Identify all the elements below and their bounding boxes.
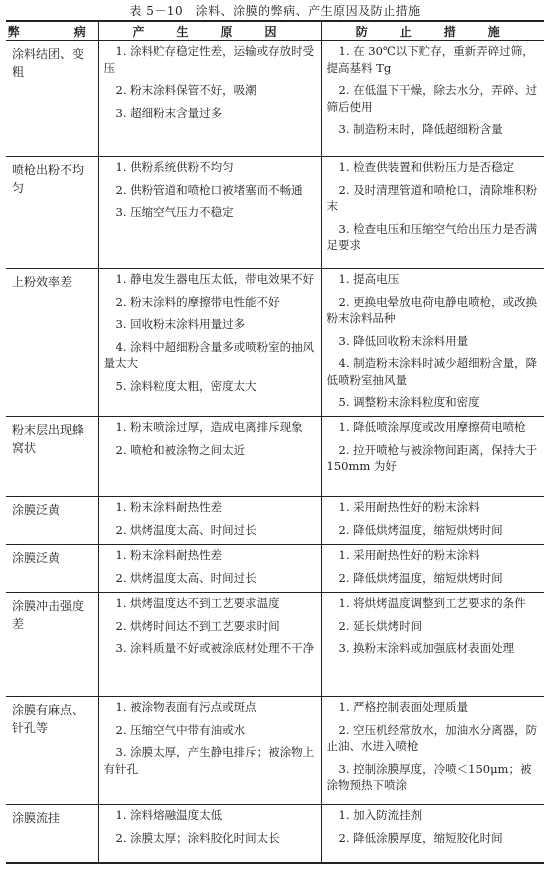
cause-item: 2. 粉末涂料的摩擦带电性能不好 [115,294,280,309]
cause-item: 2. 涂膜太厚；涂料胶化时间太长 [115,830,280,845]
cause-item: 4. 涂料中超细粉含量多或喷粉室的抽风量太大 [103,339,315,370]
measure-item: 2. 降低涂膜厚度，缩短胶化时间 [338,830,503,845]
measure-item: 3. 降低回收粉末涂料用量 [338,333,469,348]
defect-cell: 涂膜流挂 [6,805,98,863]
cause-cell [98,545,321,593]
measure-item: 2. 更换电晕放电荷电静电喷枪，或改换粉末涂料品种 [326,294,538,325]
measure-item: 1. 在 30℃以下贮存，重新弄碎过筛，提高基料 Tg [326,44,534,75]
defect-cell: 涂膜泛黄 [6,545,98,593]
measure-item: 2. 降低烘烤温度，缩短烘烤时间 [338,570,503,585]
cause-item: 1. 涂料熔融温度太低 [115,808,223,822]
measure-cell [321,41,544,157]
measure-cell [321,497,544,545]
header-measure: 防 止 措 施 [321,21,544,41]
cause-item: 3. 涂膜太厚，产生静电排斥；被涂物上有针孔 [103,745,315,776]
table-row [6,157,544,269]
cause-item: 2. 喷枪和被涂物之间太近 [115,442,246,457]
cause-item: 1. 粉末涂料耐热性差 [115,548,223,562]
table-row [6,697,544,805]
table-row [6,417,544,497]
measure-item: 3. 控制涂膜厚度，冷喷＜150μm；被涂物预热下喷涂 [326,761,532,792]
measure-item: 2. 在低温下干燥，除去水分，弄碎、过筛后使用 [326,83,538,114]
cause-item: 1. 粉末喷涂过厚，造成电离排斥现象 [115,420,303,434]
measure-item: 4. 制造粉末涂料时减少超细粉含量，降低喷粉室抽风量 [326,356,538,387]
measure-cell [321,593,544,697]
measure-item: 2. 拉开喷枪与被涂物间距离，保持大于 150mm 为好 [326,442,538,473]
table-row [6,41,544,157]
measure-item: 1. 加入防流挂剂 [338,808,423,822]
cause-item: 2. 粉末涂料保管不好，吸潮 [115,83,257,97]
cause-cell [98,417,321,497]
table-header [6,21,544,41]
defect-cell: 涂膜冲击强度差 [6,593,98,697]
table-row [6,269,544,417]
measure-item: 3. 换粉末涂料或加强底材表面处理 [338,641,515,655]
measure-item: 2. 空压机经常放水，加油水分离器，防止油、水进入喷枪 [326,722,538,753]
measure-item: 5. 调整粉末涂料粒度和密度 [338,395,480,409]
measure-item: 2. 延长烘烤时间 [338,618,423,633]
measure-cell [321,805,544,863]
measure-item: 2. 及时清理管道和喷枪口，清除堆积粉末 [326,182,538,213]
cause-item: 1. 烘烤温度达不到工艺要求温度 [115,596,280,610]
defect-cell: 喷枪出粉不均匀 [6,157,98,269]
measure-item: 1. 检查供装置和供粉压力是否稳定 [338,160,515,174]
defect-cell: 涂料结团、变粗 [6,41,98,157]
cause-item: 2. 烘烤温度太高、时间过长 [115,570,257,585]
measure-item: 3. 检查电压和压缩空气给出压力是否满足要求 [326,221,538,252]
cause-item: 3. 超细粉末含量过多 [115,105,223,120]
defect-cell: 上粉效率差 [6,269,98,417]
defect-cell: 粉末层出现蜂窝状 [6,417,98,497]
measure-item: 1. 将烘烤温度调整到工艺要求的条件 [338,596,526,610]
measure-cell [321,157,544,269]
table-row [6,593,544,697]
cause-cell [98,269,321,417]
measure-item: 1. 采用耐热性好的粉末涂料 [338,548,480,562]
cause-cell [98,497,321,545]
measure-item: 1. 严格控制表面处理质量 [338,700,469,714]
cause-item: 1. 静电发生器电压太低，带电效果不好 [115,272,315,286]
defect-cell: 涂膜有麻点、针孔等 [6,697,98,805]
measure-cell [321,697,544,805]
cause-cell [98,41,321,157]
table-body [6,41,544,863]
defect-cell: 涂膜泛黄 [6,497,98,545]
defects-table [6,20,544,864]
measure-cell [321,269,544,417]
cause-item: 2. 压缩空气中带有油或水 [115,722,246,737]
cause-item: 3. 涂料质量不好或被涂底材处理不干净 [115,641,315,655]
header-defect: 弊 病 [6,21,98,41]
table-row [6,497,544,545]
table-row [6,545,544,593]
table-row [6,805,544,863]
cause-item: 3. 压缩空气压力不稳定 [115,205,234,219]
cause-cell [98,697,321,805]
measure-cell [321,545,544,593]
cause-item: 1. 供粉系统供粉不均匀 [115,160,234,174]
header-cause: 产 生 原 因 [98,21,321,41]
cause-item: 3. 回收粉末涂料用量过多 [115,317,246,331]
cause-item: 2. 烘烤时间达不到工艺要求时间 [115,618,280,633]
measure-item: 2. 降低烘烤温度，缩短烘烤时间 [338,522,503,537]
cause-item: 1. 涂料贮存稳定性差，运输或存放时受压 [103,44,315,75]
cause-item: 2. 供粉管道和喷枪口被堵塞而不畅通 [115,182,303,197]
measure-cell [321,417,544,497]
cause-item: 1. 粉末涂料耐热性差 [115,500,223,514]
cause-cell [98,593,321,697]
cause-cell [98,157,321,269]
measure-item: 1. 采用耐热性好的粉末涂料 [338,500,480,514]
cause-item: 2. 烘烤温度太高、时间过长 [115,522,257,537]
measure-item: 1. 降低喷涂厚度或改用摩擦荷电喷枪 [338,420,526,434]
table-caption: 表 5－10 涂料、涂膜的弊病、产生原因及防止措施 [129,4,421,18]
cause-item: 5. 涂料粒度太粗，密度太大 [115,378,257,393]
cause-item: 1. 被涂物表面有污点或斑点 [115,700,257,714]
measure-item: 3. 制造粉末时，降低超细粉含量 [338,122,503,136]
measure-item: 1. 提高电压 [338,272,400,286]
cause-cell [98,805,321,863]
